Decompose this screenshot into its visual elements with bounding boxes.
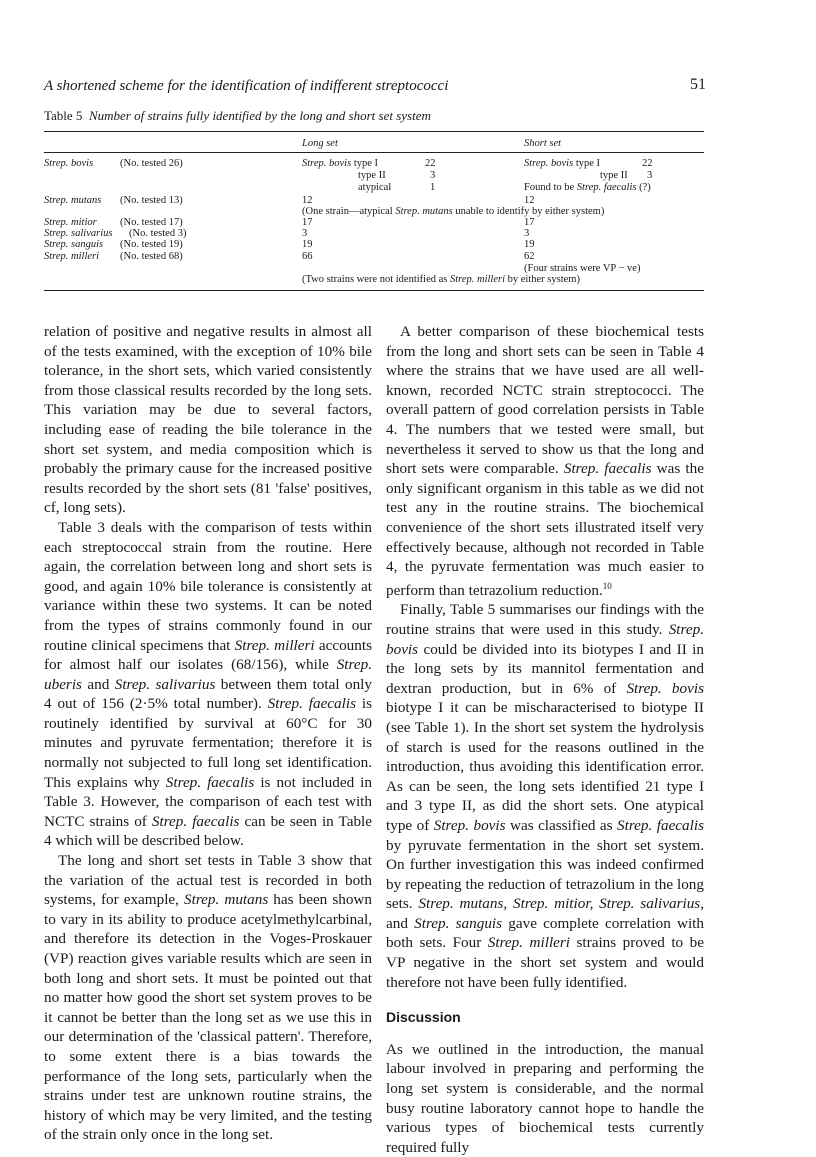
row-mutans-note: (One strain—atypical Strep. mutans unable to identify by either system) — [302, 206, 605, 217]
col-header-short: Short set — [524, 138, 562, 149]
table-header-rule — [44, 152, 704, 153]
table-top-rule — [44, 131, 704, 132]
left-paragraph-1: relation of positive and negative results in almost all of the tests examined, with the exception of 10% bile tolerance, in the short sets, which varied consistently from those classical results recorded by the long sets. This variation may be due to several factors, including ease of reading the bile tolerance in the short set system, and media composition which is probably the primary cause for the increased positive results recorded by the short sets (81 'false' positives, cf, long sets). — [44, 323, 372, 517]
row-salivarius-organism: Strep. salivarius — [44, 228, 113, 239]
page-number: 51 — [690, 76, 706, 93]
row-bovis-long-3-n: 1 — [430, 182, 436, 193]
row-bovis-short-2: type II — [600, 170, 628, 181]
row-bovis-short-3: Found to be Strep. faecalis (?) — [524, 182, 651, 193]
right-column — [386, 322, 704, 1157]
row-mitior-long: 17 — [302, 217, 313, 228]
row-milleri-organism: Strep. milleri — [44, 251, 100, 262]
left-paragraph-2: Table 3 deals with the comparison of tests within each streptococcal strain from the routine. Here again, the correlation between long and short sets is good, and again 10% bile tolerance is consistently at variance within these two systems. It can be noted from the types of strains commonly found in our routine clinical specimens that Strep. milleri accounts for almost half our isolates (68/156), while Strep. uberis and Strep. salivarius between them total only 4 out of 156 (2·5% total number). Strep. faecalis is routinely identified by survival at 60°C for 30 minutes and pyruvate fermentation; therefore it is normally not subjected to full long set identification. This explains why Strep. faecalis is not included in Table 3. However, the comparison of each test with NCTC strains of Strep. faecalis can be seen in Table 4 which will be described below. — [44, 518, 373, 850]
row-salivarius-long: 3 — [302, 228, 308, 239]
table-bottom-rule — [44, 290, 704, 291]
discussion-heading: Discussion — [386, 1009, 461, 1026]
row-milleri-short-note: (Four strains were VP − ve) — [524, 263, 641, 274]
row-bovis-long-2: type II — [358, 170, 386, 181]
row-salivarius-short: 3 — [524, 228, 530, 239]
left-column — [44, 322, 372, 1145]
row-milleri-tested: (No. tested 68) — [120, 251, 183, 262]
row-mitior-short: 17 — [524, 217, 535, 228]
row-milleri-short: 62 — [524, 251, 535, 262]
row-bovis-short-1: Strep. bovis type I — [524, 158, 601, 169]
table-title: Number of strains fully identified by the long and short set system — [88, 108, 431, 123]
row-sanguis-long: 19 — [302, 239, 313, 250]
col-header-long: Long set — [302, 138, 338, 149]
row-bovis-long-1: Strep. bovis type I — [302, 158, 379, 169]
row-sanguis-tested: (No. tested 19) — [120, 239, 183, 250]
right-paragraph-1: A better comparison of these biochemical tests from the long and short sets can be seen in Table 4 where the strains that we have used are all well-known, recorded NCTC strain streptococci. The overall pattern of good correlation persists in Table 4. The numbers that we tested were small, but nevertheless it served to show us that the long and short sets were comparable. Strep. faecalis was the only significant organism in this table as we did not test any in the routine strains. The biochemical convenience of the short sets illustrated itself very effectively because, although not recorded in Table 4, the pyruvate fermentation was much easier to perform than tetrazolium reduction.$^{10}$ — [386, 323, 704, 599]
row-bovis-long-1-n: 22 — [425, 158, 436, 169]
row-bovis-long-3: atypical — [358, 182, 392, 193]
row-bovis-short-1-n: 22 — [642, 158, 653, 169]
row-milleri-long: 66 — [302, 251, 313, 262]
row-milleri-note: (Two strains were not identified as Strep. milleri by either system) — [302, 274, 580, 285]
row-mutans-organism: Strep. mutans — [44, 195, 102, 206]
row-salivarius-tested: (No. tested 3) — [129, 228, 187, 239]
right-paragraph-2: Finally, Table 5 summarises our findings with the routine strains that were used in this study. Strep. bovis could be divided into its biotypes I and II in the long sets by its mannitol fermentation and dextran production, but in 6% of Strep. bovis biotype I it can be mischaracterised to biotype II (see Table 1). In the short set system the hydrolysis of starch is used for the reasons outlined in the introduction, thus avoiding this identification error. As can be seen, the long sets identified 21 type I and 3 type II, as did the short sets. One atypical type of Strep. bovis was classified as Strep. faecalis by pyruvate fermentation in the short set system. On further investigation this was indeed confirmed by repeating the reduction of tetrazolium in the long sets. Strep. mutans, Strep. mitior, Strep. salivarius, and Strep. sanguis gave complete correlation with both sets. Four Strep. milleri strains proved to be VP negative in the short set system and would therefore not have been fully identified. — [386, 601, 704, 991]
row-sanguis-short: 19 — [524, 239, 535, 250]
row-bovis-organism: Strep. bovis — [44, 158, 94, 169]
row-mutans-tested: (No. tested 13) — [120, 195, 183, 206]
row-bovis-short-2-n: 3 — [647, 170, 653, 181]
row-bovis-long-2-n: 3 — [430, 170, 436, 181]
table-label: Table 5 — [44, 108, 83, 123]
row-mitior-organism: Strep. mitior — [44, 217, 97, 228]
row-mitior-tested: (No. tested 17) — [120, 217, 183, 228]
row-mutans-short: 12 — [524, 195, 535, 206]
row-sanguis-organism: Strep. sanguis — [44, 239, 104, 250]
discussion-paragraph: As we outlined in the introduction, the manual labour involved in preparing and performing the long set system is considerable, and the normal busy routine laboratory cannot hope to handle the various types of biochemical tests currently required fully — [386, 1040, 704, 1156]
row-bovis-tested: (No. tested 26) — [120, 158, 183, 169]
row-mutans-long: 12 — [302, 195, 313, 206]
table-caption — [44, 108, 431, 124]
left-paragraph-3: The long and short set tests in Table 3 show that the variation of the actual test is recorded in both systems, for example, Strep. mutans has been shown to vary in its ability to produce acetylmethylcarbinal, and therefore its detection in the Voges-Proskauer (VP) reaction gives variable results which are seen in both long and short sets. It must be pointed out that no matter how good the short set system proves to be it cannot be better than the long set as we use this in our determination of the 'classical pattern'. Therefore, to some extent there is a bias towards the performance of the long sets, particularly when the strains under test are unknown routine strains, the history of which may be very limited, and the testing of the strain only once in the long set. — [44, 852, 372, 1144]
running-title: A shortened scheme for the identification of indifferent streptococci — [44, 78, 449, 94]
